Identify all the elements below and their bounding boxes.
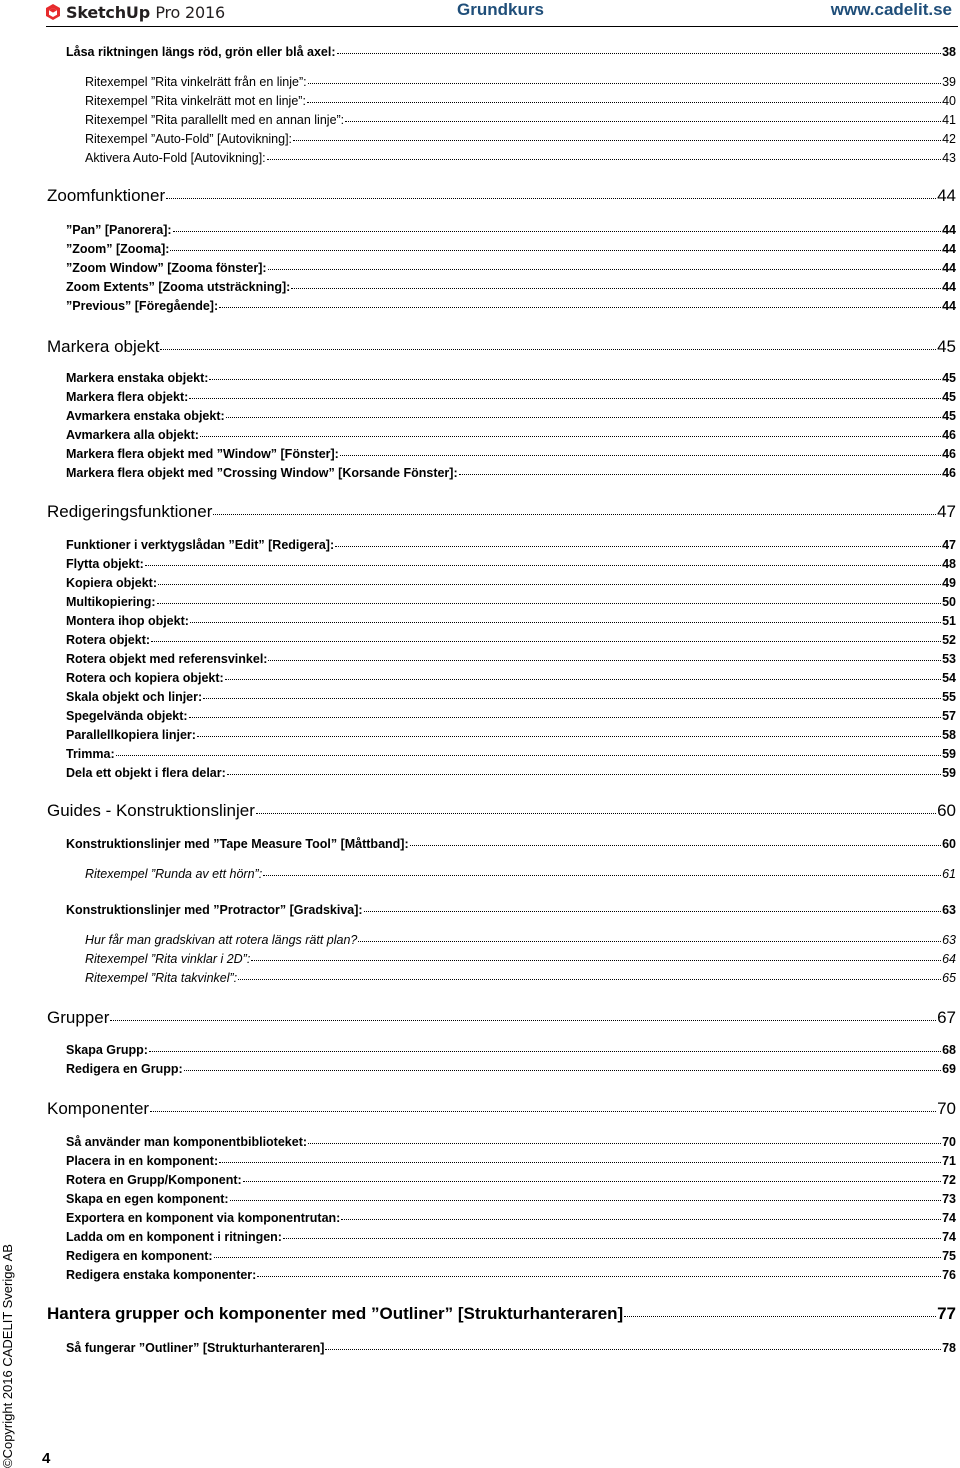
toc-entry-title: Ritexempel ”Rita parallellt med en annan linje”:: [85, 113, 345, 127]
toc-dot-leader: [151, 641, 941, 642]
toc-dot-leader: [158, 584, 941, 585]
toc-entry-page: 49: [942, 576, 956, 590]
toc-entry-page: 51: [942, 614, 956, 628]
toc-entry[interactable]: [66, 1171, 956, 1189]
toc-entry-title: Konstruktionslinjer med ”Protractor” [Gradskiva]:: [66, 903, 363, 917]
toc-dot-leader: [268, 660, 941, 661]
toc-entry-page: 71: [942, 1154, 956, 1168]
toc-entry-title: Spegelvända objekt:: [66, 709, 188, 723]
toc-entry-title: Aktivera Auto-Fold [Autovikning]:: [85, 151, 266, 165]
toc-entry-page: 75: [942, 1249, 956, 1263]
toc-dot-leader: [160, 349, 936, 350]
toc-entry-page: 47: [942, 538, 956, 552]
toc-entry-title: Markera flera objekt med ”Crossing Window” [Korsande Fönster]:: [66, 466, 458, 480]
toc-entry-page: 44: [942, 280, 956, 294]
toc-entry-title: Ritexempel ”Rita vinkelrätt mot en linje”:: [85, 94, 306, 108]
toc-entry-page: 63: [942, 903, 956, 917]
toc-entry-page: 46: [942, 428, 956, 442]
toc-dot-leader: [200, 436, 941, 437]
toc-dot-leader: [226, 417, 941, 418]
toc-entry-page: 53: [942, 652, 956, 666]
toc-dot-leader: [283, 1238, 941, 1239]
header-divider: [46, 26, 958, 27]
toc-entry-page: 76: [942, 1268, 956, 1282]
toc-entry[interactable]: [85, 111, 956, 129]
toc-dot-leader: [209, 379, 941, 380]
toc-entry[interactable]: [47, 1007, 956, 1029]
toc-entry-title: Trimma:: [66, 747, 115, 761]
toc-dot-leader: [190, 622, 941, 623]
toc-entry[interactable]: [66, 240, 956, 258]
toc-dot-leader: [267, 159, 941, 160]
toc-entry-page: 59: [942, 766, 956, 780]
toc-entry[interactable]: [66, 426, 956, 444]
toc-entry-page: 45: [942, 371, 956, 385]
toc-entry-title: Ritexempel ”Auto-Fold” [Autovikning]:: [85, 132, 293, 146]
toc-entry-title: Komponenter: [47, 1099, 150, 1118]
logo-product: Pro 2016: [155, 2, 225, 22]
toc-entry[interactable]: [66, 745, 956, 763]
toc-entry-title: Zoom Extents” [Zooma utsträckning]:: [66, 280, 291, 294]
toc-dot-leader: [263, 875, 941, 876]
toc-entry-title: Hantera grupper och komponenter med ”Outliner” [Strukturhanteraren]: [47, 1304, 624, 1323]
toc-entry-title: Markera objekt: [47, 337, 160, 356]
toc-entry-title: Konstruktionslinjer med ”Tape Measure Tool” [Måttband]:: [66, 837, 409, 851]
page-header: [0, 0, 960, 24]
toc-entry-title: Guides - Konstruktionslinjer: [47, 801, 255, 820]
toc-dot-leader: [150, 1111, 936, 1112]
toc-dot-leader: [257, 1276, 941, 1277]
toc-entry[interactable]: [66, 407, 956, 425]
toc-entry[interactable]: [85, 92, 956, 110]
toc-entry-title: Ritexempel ”Rita vinkelrätt från en linje”:: [85, 75, 307, 89]
toc-entry-title: Så fungerar ”Outliner” [Strukturhanteraren]: [66, 1341, 325, 1355]
toc-entry-page: 48: [942, 557, 956, 571]
toc-entry[interactable]: [47, 800, 956, 822]
toc-entry-title: Redigeringsfunktioner: [47, 502, 213, 521]
toc-entry[interactable]: [66, 1060, 956, 1078]
toc-entry-page: 41: [942, 113, 956, 127]
toc-entry-title: Exportera en komponent via komponentrutan:: [66, 1211, 341, 1225]
toc-dot-leader: [624, 1316, 936, 1317]
toc-entry-title: Flytta objekt:: [66, 557, 144, 571]
header-title: Grundkurs: [457, 0, 544, 19]
toc-entry-page: 63: [942, 933, 956, 947]
toc-dot-leader: [268, 269, 942, 270]
toc-entry-title: Grupper: [47, 1008, 110, 1027]
toc-dot-leader: [459, 474, 941, 475]
toc-dot-leader: [358, 941, 941, 942]
toc-entry[interactable]: [66, 707, 956, 725]
toc-entry[interactable]: [66, 1190, 956, 1208]
toc-dot-leader: [166, 198, 936, 199]
toc-dot-leader: [238, 979, 941, 980]
toc-entry[interactable]: [66, 650, 956, 668]
toc-dot-leader: [230, 1200, 942, 1201]
toc-entry-title: Rotera objekt med referensvinkel:: [66, 652, 268, 666]
page-number: 4: [42, 1450, 51, 1467]
toc-entry-page: 55: [942, 690, 956, 704]
toc-entry[interactable]: [47, 1303, 956, 1325]
toc-entry[interactable]: [66, 369, 956, 387]
toc-entry-page: 54: [942, 671, 956, 685]
toc-entry[interactable]: [66, 901, 956, 919]
toc-entry-title: Skala objekt och linjer:: [66, 690, 203, 704]
toc-entry-title: Avmarkera enstaka objekt:: [66, 409, 225, 423]
toc-dot-leader: [227, 774, 941, 775]
toc-entry-title: Markera enstaka objekt:: [66, 371, 209, 385]
toc-entry-title: Låsa riktningen längs röd, grön eller blå axel:: [66, 45, 336, 59]
toc-entry-title: Ritexempel ”Rita vinklar i 2D”:: [85, 952, 251, 966]
toc-dot-leader: [219, 1162, 941, 1163]
logo-brand: SketchUp: [66, 2, 150, 22]
toc-entry-page: 45: [937, 337, 956, 356]
toc-entry-page: 74: [942, 1230, 956, 1244]
toc-dot-leader: [157, 603, 942, 604]
toc-entry-title: Skapa Grupp:: [66, 1043, 148, 1057]
toc-dot-leader: [189, 717, 942, 718]
toc-dot-leader: [149, 1051, 941, 1052]
toc-entry-page: 42: [942, 132, 956, 146]
toc-entry[interactable]: [66, 43, 956, 61]
toc-entry-title: Dela ett objekt i flera delar:: [66, 766, 226, 780]
toc-entry-page: 44: [942, 223, 956, 237]
toc-entry-title: Rotera objekt:: [66, 633, 151, 647]
toc-entry[interactable]: [66, 297, 956, 315]
toc-entry[interactable]: [47, 1098, 956, 1120]
toc-entry[interactable]: [66, 1041, 956, 1059]
toc-entry-page: 59: [942, 747, 956, 761]
toc-entry[interactable]: [85, 931, 956, 949]
toc-entry-page: 72: [942, 1173, 956, 1187]
toc-dot-leader: [341, 1219, 941, 1220]
logo-text: [66, 3, 225, 22]
toc-dot-leader: [219, 307, 941, 308]
toc-entry[interactable]: [47, 501, 956, 523]
toc-dot-leader: [184, 1070, 941, 1071]
toc-dot-leader: [213, 514, 936, 515]
toc-entry-page: 43: [942, 151, 956, 165]
toc-dot-leader: [214, 1257, 942, 1258]
toc-entry[interactable]: [47, 185, 956, 207]
toc-dot-leader: [251, 960, 941, 961]
toc-entry[interactable]: [66, 574, 956, 592]
sketchup-logo: [44, 0, 225, 24]
toc-dot-leader: [345, 121, 941, 122]
toc-dot-leader: [173, 231, 942, 232]
toc-dot-leader: [364, 911, 942, 912]
toc-entry[interactable]: [47, 336, 956, 358]
toc-dot-leader: [340, 455, 941, 456]
toc-entry-page: 68: [942, 1043, 956, 1057]
toc-entry-title: Markera flera objekt med ”Window” [Fönster]:: [66, 447, 339, 461]
toc-entry-page: 70: [942, 1135, 956, 1149]
copyright-text: ©Copyright 2016 CADELIT Sverige AB: [0, 1244, 15, 1468]
toc-entry-title: Ladda om en komponent i ritningen:: [66, 1230, 282, 1244]
toc-entry-title: Redigera en komponent:: [66, 1249, 213, 1263]
toc-entry-title: Avmarkera alla objekt:: [66, 428, 199, 442]
toc-entry-title: Placera in en komponent:: [66, 1154, 219, 1168]
toc-entry-page: 78: [942, 1341, 956, 1355]
toc-entry[interactable]: [66, 1152, 956, 1170]
toc-entry-title: ”Zoom Window” [Zooma fönster]:: [66, 261, 267, 275]
toc-entry-page: 44: [937, 186, 956, 205]
header-website: www.cadelit.se: [830, 0, 952, 19]
toc-dot-leader: [325, 1349, 941, 1350]
toc-entry[interactable]: [66, 555, 956, 573]
toc-entry-page: 44: [942, 261, 956, 275]
toc-dot-leader: [170, 250, 941, 251]
toc-entry-title: ”Previous” [Föregående]:: [66, 299, 219, 313]
toc-entry-page: 64: [942, 952, 956, 966]
toc-entry-title: Zoomfunktioner: [47, 186, 166, 205]
toc-entry-title: Markera flera objekt:: [66, 390, 189, 404]
toc-entry-page: 58: [942, 728, 956, 742]
toc-entry[interactable]: [66, 688, 956, 706]
toc-entry[interactable]: [66, 1247, 956, 1265]
toc-entry-title: Hur får man gradskivan att rotera längs rätt plan?: [85, 933, 358, 947]
toc-entry-title: Ritexempel ”Runda av ett hörn”:: [85, 867, 263, 881]
toc-entry[interactable]: [85, 969, 956, 987]
toc-entry[interactable]: [66, 669, 956, 687]
toc-entry-title: Redigera en Grupp:: [66, 1062, 183, 1076]
toc-entry[interactable]: [66, 259, 956, 277]
toc-dot-leader: [145, 565, 941, 566]
toc-dot-leader: [307, 102, 941, 103]
toc-entry-title: Kopiera objekt:: [66, 576, 157, 590]
toc-entry[interactable]: [66, 464, 956, 482]
toc-entry-title: ”Zoom” [Zooma]:: [66, 242, 170, 256]
toc-dot-leader: [335, 546, 941, 547]
toc-entry-title: ”Pan” [Panorera]:: [66, 223, 172, 237]
toc-entry-title: Montera ihop objekt:: [66, 614, 189, 628]
toc-entry-page: 67: [937, 1008, 956, 1027]
toc-entry-page: 45: [942, 390, 956, 404]
toc-entry-page: 45: [942, 409, 956, 423]
toc-dot-leader: [337, 53, 942, 54]
toc-entry-page: 39: [942, 75, 956, 89]
toc-entry[interactable]: [66, 1209, 956, 1227]
toc-entry-page: 61: [942, 867, 956, 881]
toc-entry-page: 77: [937, 1304, 956, 1323]
toc-entry-page: 50: [942, 595, 956, 609]
toc-dot-leader: [203, 698, 941, 699]
toc-entry-page: 73: [942, 1192, 956, 1206]
toc-entry[interactable]: [66, 1266, 956, 1284]
toc-entry-page: 46: [942, 466, 956, 480]
toc-entry-page: 74: [942, 1211, 956, 1225]
toc-dot-leader: [189, 398, 941, 399]
toc-entry[interactable]: [85, 130, 956, 148]
toc-entry[interactable]: [66, 764, 956, 782]
toc-entry-title: Så använder man komponentbiblioteket:: [66, 1135, 308, 1149]
toc-entry[interactable]: [66, 445, 956, 463]
toc-entry-title: Rotera en Grupp/Komponent:: [66, 1173, 242, 1187]
toc-entry-title: Ritexempel ”Rita takvinkel”:: [85, 971, 238, 985]
toc-entry[interactable]: [66, 221, 956, 239]
toc-entry-title: Skapa en egen komponent:: [66, 1192, 229, 1206]
toc-dot-leader: [116, 755, 941, 756]
toc-entry-page: 60: [937, 801, 956, 820]
toc-entry[interactable]: [66, 1339, 956, 1357]
toc-entry[interactable]: [66, 536, 956, 554]
toc-dot-leader: [293, 140, 941, 141]
toc-entry-page: 47: [937, 502, 956, 521]
toc-entry[interactable]: [85, 149, 956, 167]
toc-entry[interactable]: [85, 865, 956, 883]
toc-entry-page: 60: [942, 837, 956, 851]
toc-entry-page: 40: [942, 94, 956, 108]
toc-dot-leader: [308, 83, 941, 84]
toc-entry-title: Multikopiering:: [66, 595, 156, 609]
toc-entry[interactable]: [85, 73, 956, 91]
toc-entry-page: 46: [942, 447, 956, 461]
toc-dot-leader: [243, 1181, 941, 1182]
toc-dot-leader: [308, 1143, 941, 1144]
toc-dot-leader: [256, 813, 936, 814]
toc-entry[interactable]: [66, 593, 956, 611]
toc-dot-leader: [225, 679, 941, 680]
toc-entry-page: 52: [942, 633, 956, 647]
toc-dot-leader: [197, 736, 941, 737]
toc-entry-page: 57: [942, 709, 956, 723]
toc-entry[interactable]: [66, 726, 956, 744]
toc-entry[interactable]: [66, 278, 956, 296]
toc-entry-title: Redigera enstaka komponenter:: [66, 1268, 257, 1282]
toc-dot-leader: [291, 288, 941, 289]
toc-entry[interactable]: [66, 1228, 956, 1246]
toc-entry-title: Parallellkopiera linjer:: [66, 728, 196, 742]
toc-entry-page: 38: [942, 45, 956, 59]
toc-entry-page: 69: [942, 1062, 956, 1076]
toc-dot-leader: [410, 845, 941, 846]
toc-entry[interactable]: [66, 612, 956, 630]
toc-entry-page: 70: [937, 1099, 956, 1118]
sketchup-logo-icon: [44, 3, 62, 21]
toc-entry[interactable]: [66, 1133, 956, 1151]
toc-entry-page: 44: [942, 299, 956, 313]
toc-entry-title: Funktioner i verktygslådan ”Edit” [Redigera]:: [66, 538, 335, 552]
toc-entry[interactable]: [66, 835, 956, 853]
toc-entry-page: 44: [942, 242, 956, 256]
toc-entry[interactable]: [66, 631, 956, 649]
toc-dot-leader: [110, 1020, 936, 1021]
toc-entry[interactable]: [66, 388, 956, 406]
toc-entry-page: 65: [942, 971, 956, 985]
toc-entry[interactable]: [85, 950, 956, 968]
toc-entry-title: Rotera och kopiera objekt:: [66, 671, 224, 685]
